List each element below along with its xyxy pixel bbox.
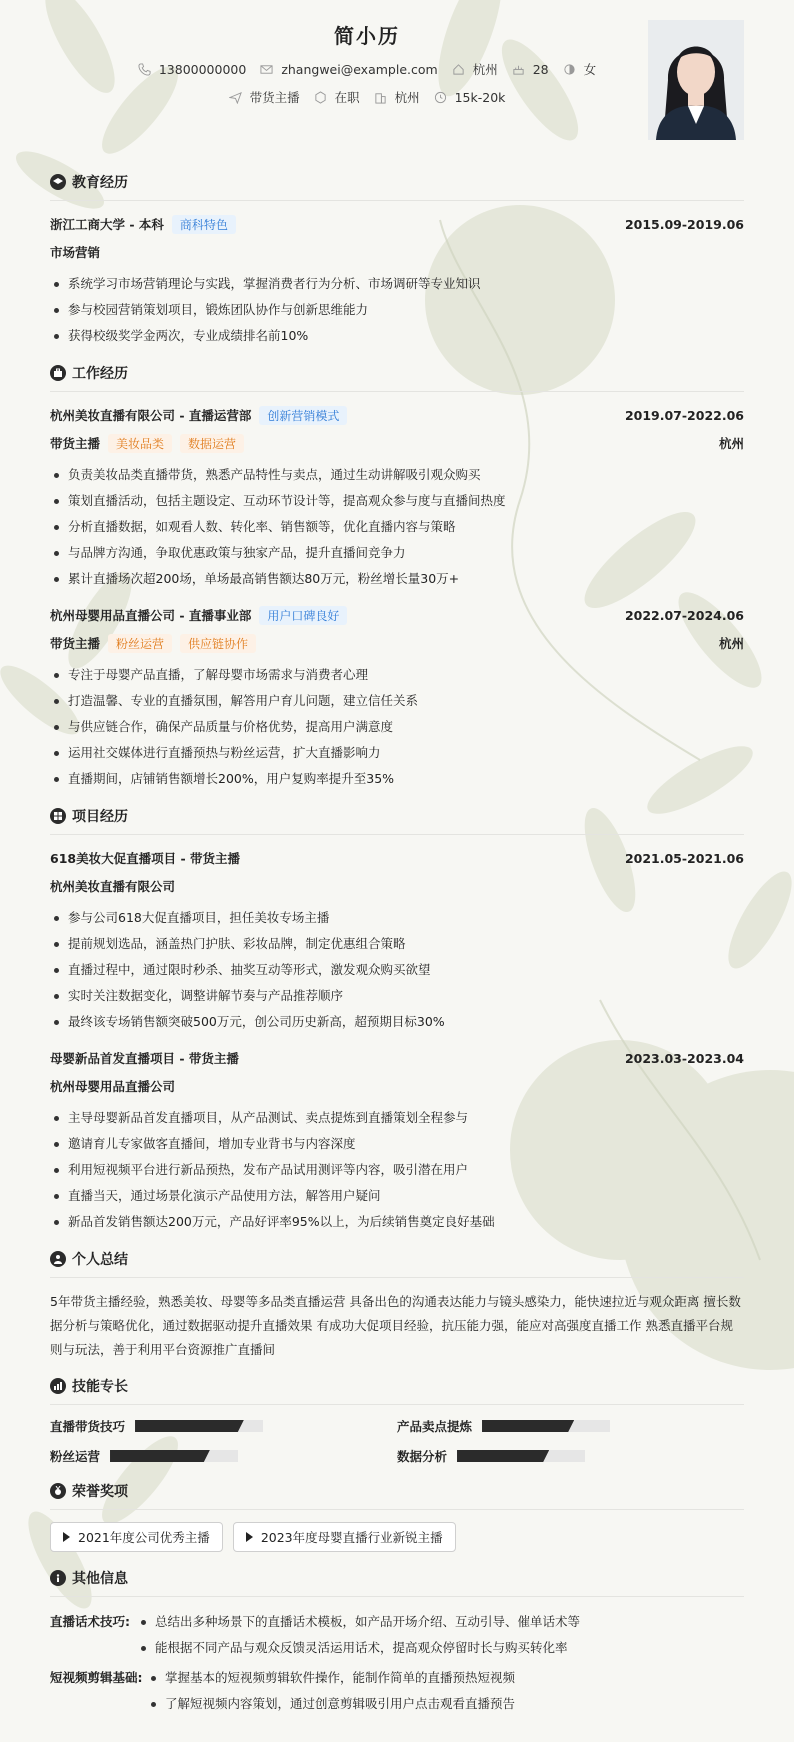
other-title: 其他信息 [72,1571,128,1587]
summary-section [50,1249,744,1362]
project-entry [50,847,744,1035]
project-company: 杭州母婴用品直播公司 [50,1079,176,1094]
list-item: 运用社交媒体进行直播预热与粉丝运营，扩大直播影响力 [50,740,744,766]
education-bullets [50,271,744,349]
skill-item [50,1417,397,1435]
list-item: 参与公司618大促直播项目，担任美妆专场主播 [50,905,744,931]
list-item: 专注于母婴产品直播，了解母婴市场需求与消费者心理 [50,662,744,688]
job-text: 带货主播 [249,90,300,105]
other-label: 短视频剪辑基础: [50,1670,143,1685]
contact-row [50,60,684,78]
education-date: 2015.09-2019.06 [624,216,744,232]
salary-text: 15k-20k [454,89,506,105]
work-entry [50,404,744,592]
role-tag: 数据运营 [180,434,244,453]
skill-bar [110,1450,238,1462]
project-entry [50,1047,744,1235]
gender-text: 女 [583,62,597,77]
project-date: 2021.05-2021.06 [624,850,744,866]
list-item: 新品首发销售额达200万元，产品好评率95%以上，为后续销售奠定良好基础 [50,1209,744,1235]
skill-bar-fill [135,1420,244,1432]
city-item [452,60,498,78]
target-city-text: 杭州 [394,90,420,105]
list-item: 获得校级奖学金两次，专业成绩排名前10% [50,323,744,349]
work-location: 杭州 [718,436,744,451]
skill-name: 粉丝运营 [50,1449,101,1464]
resume-header [50,0,744,150]
project-name: 母婴新品首发直播项目 - 带货主播 [50,1051,239,1066]
skill-bar-fill [457,1450,549,1462]
work-bullets [50,462,744,592]
skills-header [50,1376,744,1405]
other-group [50,1609,744,1661]
salary-item [434,88,506,106]
list-item: 直播过程中，通过限时秒杀、抽奖互动等形式，激发观众购买欲望 [50,957,744,983]
building-icon [374,91,387,104]
profile-photo [648,20,744,140]
info-icon [50,1570,66,1586]
person-icon [50,1251,66,1267]
education-header [50,172,744,201]
project-bullets [50,1105,744,1235]
work-header [50,363,744,392]
list-item: 直播期间，店铺销售额增长200%，用户复购率提升至35% [50,766,744,792]
work-date: 2019.07-2022.06 [624,407,744,423]
list-item: 与品牌方沟通，争取优惠政策与独家产品，提升直播间竞争力 [50,540,744,566]
list-item: 了解短视频内容策划，通过创意剪辑吸引用户点击观看直播预告 [145,1691,515,1717]
skill-name: 产品卖点提炼 [397,1419,473,1434]
gender-item [563,60,597,78]
role-tag: 供应链协作 [180,634,256,653]
list-item: 累计直播场次超200场，单场最高销售额达80万元，粉丝增长量30万+ [50,566,744,592]
age-text: 28 [532,61,549,77]
role-tag: 粉丝运营 [108,634,172,653]
education-entry [50,213,744,349]
other-label: 直播话术技巧: [50,1614,130,1629]
projects-section [50,806,744,1235]
list-item: 利用短视频平台进行新品预热，发布产品试用测评等内容，吸引潜在用户 [50,1157,744,1183]
education-title: 教育经历 [72,175,128,191]
list-item: 能根据不同产品与观众反馈灵活运用话术，提高观众停留时长与购买转化率 [135,1635,580,1661]
other-group [50,1665,744,1717]
status-item [314,88,360,106]
skill-item [50,1447,397,1465]
chart-icon [50,1378,66,1394]
skills-title: 技能专长 [72,1379,128,1395]
awards-header [50,1481,744,1510]
summary-header [50,1249,744,1278]
work-section [50,363,744,792]
project-date: 2023.03-2023.04 [624,1050,744,1066]
company-tag: 创新营销模式 [259,406,347,425]
award-chip [50,1522,223,1552]
list-item: 掌握基本的短视频剪辑软件操作，能制作简单的直播预热短视频 [145,1665,515,1691]
award-chip [233,1522,456,1552]
project-name: 618美妆大促直播项目 - 带货主播 [50,851,240,866]
list-item: 策划直播活动，包括主题设定、互动环节设计等，提高观众参与度与直播间热度 [50,488,744,514]
skill-bar [135,1420,263,1432]
briefcase-icon [50,365,66,381]
list-item: 分析直播数据，如观看人数、转化率、销售额等，优化直播内容与策略 [50,514,744,540]
list-item: 参与校园营销策划项目，锻炼团队协作与创新思维能力 [50,297,744,323]
awards-section [50,1481,744,1552]
medal-icon [50,1483,66,1499]
work-entry [50,604,744,792]
age-item [512,60,549,78]
hexagon-icon [314,91,327,104]
status-text: 在职 [334,90,360,105]
city-text: 杭州 [472,62,498,77]
project-company: 杭州美妆直播有限公司 [50,879,176,894]
skill-name: 直播带货技巧 [50,1419,126,1434]
school-tag: 商科特色 [172,215,236,234]
skills-grid [50,1417,744,1465]
email-item [260,60,437,78]
list-item: 总结出多种场景下的直播话术模板，如产品开场介绍、互动引导、催单话术等 [135,1609,580,1635]
email-text: zhangwei@example.com [281,61,438,77]
award-label: 2023年度母婴直播行业新锐主播 [260,1530,443,1545]
project-bullets [50,905,744,1035]
phone-text: 13800000000 [158,61,247,77]
list-item: 邀请育儿专家做客直播间，增加专业背书与内容深度 [50,1131,744,1157]
cake-icon [512,63,525,76]
grid-icon [50,808,66,824]
role-name: 带货主播 [50,636,101,651]
role-name: 带货主播 [50,436,101,451]
job-intent-row [50,88,684,106]
company-tag: 用户口碑良好 [259,606,347,625]
awards-title: 荣誉奖项 [72,1484,128,1500]
skill-bar-fill [482,1420,574,1432]
projects-title: 项目经历 [72,809,128,825]
graduation-cap-icon [50,174,66,190]
education-section [50,172,744,349]
award-label: 2021年度公司优秀主播 [78,1530,210,1545]
list-item: 与供应链合作，确保产品质量与价格优势，提高用户满意度 [50,714,744,740]
work-date: 2022.07-2024.06 [624,607,744,623]
phone-icon [138,63,151,76]
summary-title: 个人总结 [72,1252,128,1268]
list-item: 直播当天，通过场景化演示产品使用方法，解答用户疑问 [50,1183,744,1209]
avatar [648,20,744,140]
gender-icon [563,63,576,76]
other-section [50,1568,744,1717]
awards-list [50,1522,744,1552]
skill-bar [457,1450,585,1462]
skill-item [397,1447,744,1465]
list-item: 负责美妆品类直播带货，熟悉产品特性与卖点，通过生动讲解吸引观众购买 [50,462,744,488]
work-title: 工作经历 [72,366,128,382]
company-name: 杭州美妆直播有限公司 - 直播运营部 [50,408,252,423]
school-name: 浙江工商大学 - 本科 [50,217,164,232]
list-item: 主导母婴新品首发直播项目，从产品测试、卖点提炼到直播策划全程参与 [50,1105,744,1131]
skill-bar-fill [110,1450,210,1462]
skill-item [397,1417,744,1435]
clock-icon [434,91,447,104]
play-icon [63,1532,70,1542]
work-location: 杭州 [718,636,744,651]
projects-header [50,806,744,835]
role-tag: 美妆品类 [108,434,172,453]
other-header [50,1568,744,1597]
major-name: 市场营销 [50,245,101,260]
resume-title: 简小历 [334,24,400,48]
summary-text: 5年带货主播经验，熟悉美妆、母婴等多品类直播运营 具备出色的沟通表达能力与镜头感染力，能快速拉近与观众距离 擅长数据分析与策略优化，通过数据驱动提升直播效果 有成功大促项目经验，抗压能力强，能应对高强度直播工作 熟悉直播平台规则与玩法，善于利用平台资源推广直播间 [50,1294,741,1357]
skills-section [50,1376,744,1465]
work-bullets [50,662,744,792]
list-item: 打造温馨、专业的直播氛围，解答用户育儿问题，建立信任关系 [50,688,744,714]
list-item: 实时关注数据变化，调整讲解节奏与产品推荐顺序 [50,983,744,1009]
play-icon [246,1532,253,1542]
skill-name: 数据分析 [397,1449,448,1464]
phone-item [138,60,246,78]
mail-icon [260,63,273,76]
send-icon [229,91,242,104]
home-icon [452,63,465,76]
list-item: 最终该专场销售额突破500万元，创公司历史新高，超预期目标30% [50,1009,744,1035]
skill-bar [482,1420,610,1432]
job-item [229,88,300,106]
target-city-item [374,88,420,106]
list-item: 提前规划选品，涵盖热门护肤、彩妆品牌，制定优惠组合策略 [50,931,744,957]
list-item: 系统学习市场营销理论与实践，掌握消费者行为分析、市场调研等专业知识 [50,271,744,297]
company-name: 杭州母婴用品直播公司 - 直播事业部 [50,608,252,623]
